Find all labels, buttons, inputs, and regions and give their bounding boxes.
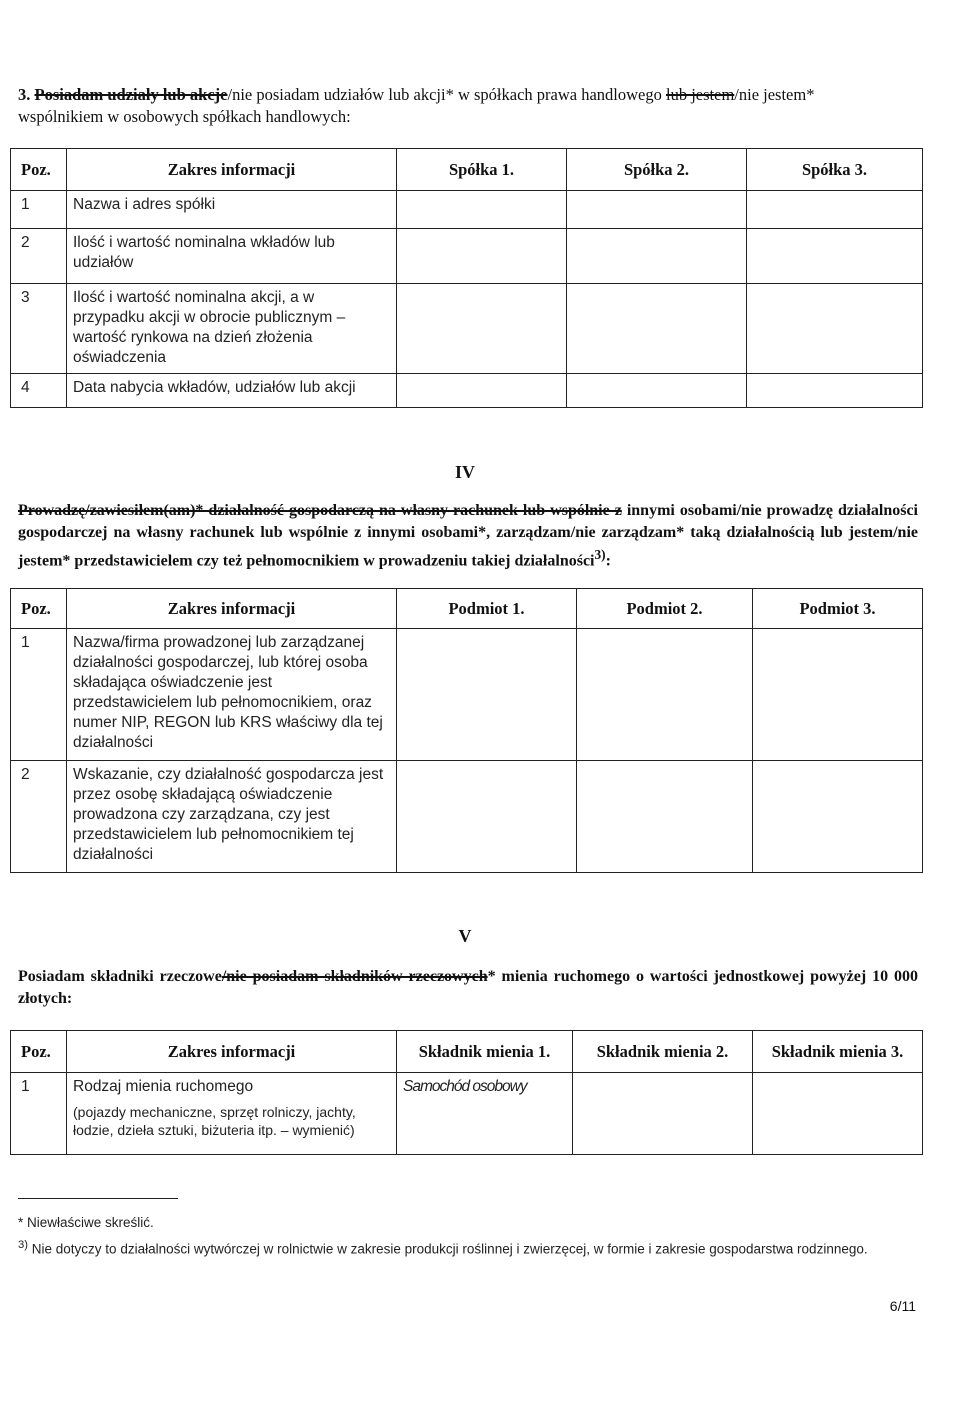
footnote-divider [18, 1198, 178, 1199]
section-3-struck-2: lub jestem [666, 85, 735, 104]
cell-value [747, 229, 923, 284]
movable-assets-table [10, 1030, 923, 1155]
handwritten-value: Samochód osobowy [397, 1073, 573, 1155]
cell-value [397, 229, 567, 284]
section-3-intro [18, 84, 938, 128]
table-row [11, 761, 923, 873]
shares-table-header [11, 149, 923, 191]
business-table-header [11, 589, 923, 629]
section-5-struck: /nie posiadam składników rzeczowych [221, 968, 488, 985]
row-label: Ilość i wartość nominalna wkładów lub udziałów [67, 229, 397, 284]
cell-value [567, 191, 747, 229]
section-5-heading: V [458, 926, 472, 946]
footnote-star: * Niewłaściwe skreślić. [18, 1215, 154, 1230]
cell-value [753, 761, 923, 873]
footnote-3-text: Nie dotyczy to działalności wytwórczej w rolnictwie w zakresie produkcji roślinnej i zwierzęcej, w formie i zakresie gospodarstwa rodzinnego. [31, 1241, 868, 1257]
cell-value [567, 284, 747, 374]
col-header-skladnik-2: Składnik mienia 2. [573, 1031, 753, 1073]
row-pos: 3 [11, 284, 67, 374]
row-label [67, 1073, 397, 1155]
row-label-main: Rodzaj mienia ruchomego [73, 1078, 254, 1095]
section-5-paragraph [18, 966, 918, 1010]
section-3-number: 3. [18, 85, 31, 104]
section-4-struck: Prowadzę/zawiesiłem(am)* działalność gospodarczą na własny rachunek lub wspólnie z [18, 502, 622, 519]
col-header-skladnik-1: Składnik mienia 1. [397, 1031, 573, 1073]
cell-value [573, 1073, 753, 1155]
col-header-zakres: Zakres informacji [67, 1031, 397, 1073]
cell-value [747, 284, 923, 374]
col-header-poz: Poz. [11, 589, 67, 629]
cell-value [397, 629, 577, 761]
table-row [11, 229, 923, 284]
row-pos: 1 [11, 1073, 67, 1155]
cell-value [567, 229, 747, 284]
section-3-text-1: /nie posiadam udziałów lub akcji* w spółkach prawa handlowego [227, 85, 662, 104]
table-row [11, 629, 923, 761]
cell-value [577, 761, 753, 873]
section-4-heading: IV [454, 462, 475, 482]
row-label: Ilość i wartość nominalna akcji, a w przypadku akcji w obrocie publicznym – wartość rynkowa na dzień złożenia oświadczenia [67, 284, 397, 374]
col-header-poz: Poz. [11, 149, 67, 191]
section-3-struck-1: Posiadam udziały lub akcje [34, 85, 228, 104]
shares-table [10, 148, 923, 408]
movable-assets-table-header [11, 1031, 923, 1073]
footnote-3-mark: 3) [18, 1239, 29, 1251]
cell-value [397, 284, 567, 374]
col-header-poz: Poz. [11, 1031, 67, 1073]
row-pos: 1 [11, 629, 67, 761]
section-5-text-2: * mienia ruchomego o wartości jednostkowej powyżej 10 000 złotych: [18, 968, 919, 1007]
row-pos: 4 [11, 374, 67, 408]
section-3-text-2: /nie jestem* [734, 85, 815, 104]
cell-value [747, 374, 923, 408]
section-4-tail: : [605, 552, 611, 570]
row-pos: 2 [11, 761, 67, 873]
section-4-text: innymi osobami/nie prowadzę działalności gospodarczej na własny rachunek lub wspólnie z innymi osobami*, zarządzam/nie zarządzam* taką działalnością lub jestem/nie jestem* przedstawicielem czy też pełnomocnikiem w prowadzeniu takiej działalności [18, 502, 918, 570]
table-row [11, 1073, 923, 1155]
col-header-spolka-2: Spółka 2. [567, 149, 747, 191]
row-label: Data nabycia wkładów, udziałów lub akcji [67, 374, 397, 408]
row-label-hint: (pojazdy mechaniczne, sprzęt rolniczy, jachty, łodzie, dzieła sztuki, biżuteria itp. – wymienić) [73, 1104, 356, 1138]
col-header-skladnik-3: Składnik mienia 3. [753, 1031, 923, 1073]
row-label: Nazwa/firma prowadzonej lub zarządzanej działalności gospodarczej, lub której osoba składająca oświadczenie jest przedstawicielem lub pełnomocnikiem, oraz numer NIP, REGON lub KRS właściwy dla tej działalności [67, 629, 397, 761]
cell-value [753, 1073, 923, 1155]
row-label: Wskazanie, czy działalność gospodarcza jest przez osobę składającą oświadczenie prowadzona czy zarządzana, czy jest przedstawicielem lub pełnomocnikiem tej działalności [67, 761, 397, 873]
section-5-text-1: Posiadam składniki rzeczowe [18, 968, 222, 985]
cell-value [397, 761, 577, 873]
cell-value [567, 374, 747, 408]
row-label: Nazwa i adres spółki [67, 191, 397, 229]
col-header-spolka-3: Spółka 3. [747, 149, 923, 191]
table-row [11, 374, 923, 408]
col-header-podmiot-3: Podmiot 3. [753, 589, 923, 629]
table-row [11, 284, 923, 374]
section-4-paragraph [18, 500, 918, 572]
cell-value [753, 629, 923, 761]
col-header-podmiot-2: Podmiot 2. [577, 589, 753, 629]
page-number: 6/11 [889, 1298, 916, 1314]
cell-value [397, 374, 567, 408]
cell-value [577, 629, 753, 761]
col-header-podmiot-1: Podmiot 1. [397, 589, 577, 629]
row-pos: 1 [11, 191, 67, 229]
footnote-3 [18, 1236, 918, 1259]
table-row [11, 191, 923, 229]
row-pos: 2 [11, 229, 67, 284]
col-header-zakres: Zakres informacji [67, 589, 397, 629]
col-header-zakres: Zakres informacji [67, 149, 397, 191]
col-header-spolka-1: Spółka 1. [397, 149, 567, 191]
section-4-footnote-mark: 3) [594, 547, 606, 562]
cell-value [397, 191, 567, 229]
cell-value [747, 191, 923, 229]
business-table [10, 588, 923, 873]
section-3-text-3: wspólnikiem w osobowych spółkach handlowych: [18, 107, 351, 126]
